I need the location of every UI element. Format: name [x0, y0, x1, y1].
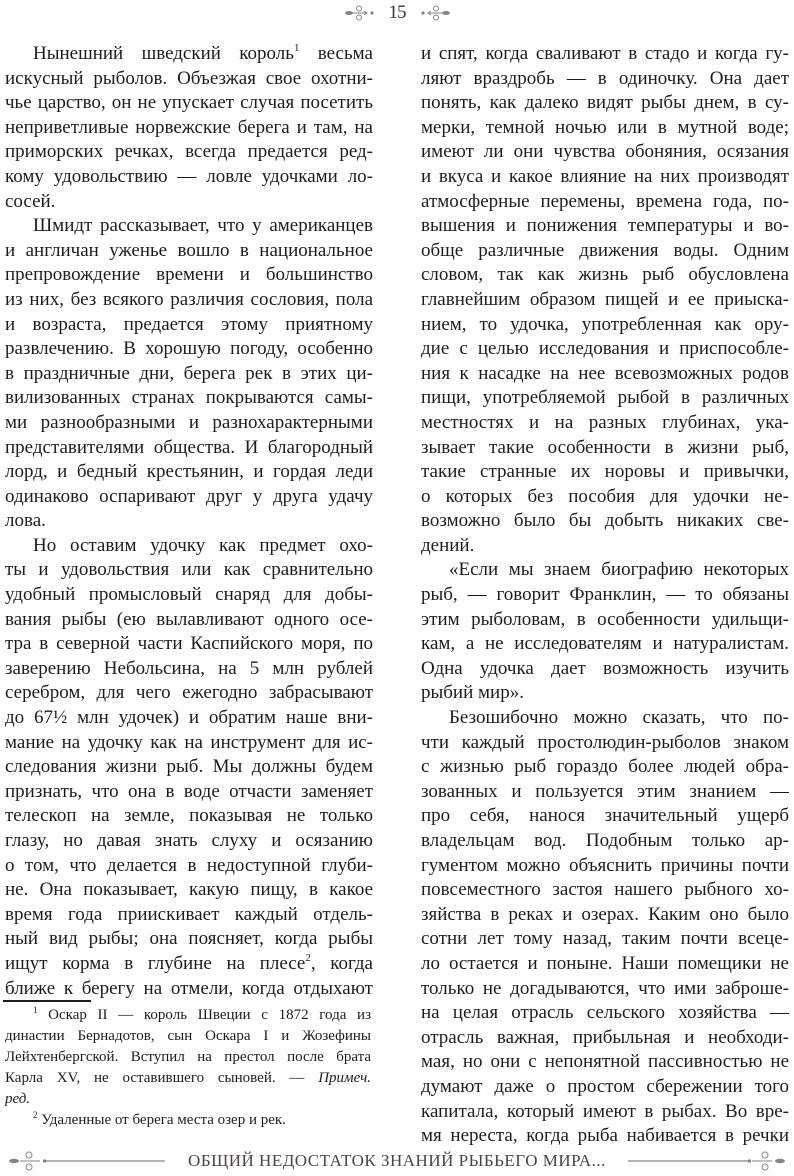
line-text: только не догадываются, что ими заброше-: [421, 977, 789, 999]
text-line: [5, 337, 373, 362]
text-line: [5, 927, 373, 952]
text-line: [421, 927, 789, 952]
text-line: [5, 190, 373, 215]
text-line: [5, 903, 373, 928]
line-text: с жизнью рыб гораздо более людей обра-: [421, 756, 789, 778]
line-text: главнейшим образом пищей и ее приыска-: [421, 288, 789, 310]
text-line: [5, 681, 373, 706]
line-text: гументом можно объяснить причины почти: [421, 854, 789, 876]
line-text: мая, но они с непонятной пассивностью не: [421, 1051, 789, 1073]
text-line: [5, 91, 373, 116]
line-text: «Если мы знаем биографию некоторых: [449, 559, 789, 581]
line-text: зяйства в реках и озерах. Каким оно было: [421, 903, 789, 925]
line-text: время года приискивает каждый отдель-: [5, 903, 373, 925]
text-line: [5, 362, 373, 387]
text-line: [421, 755, 789, 780]
line-text: пищи, употребляемой рыбой в различных: [421, 387, 789, 409]
line-text: капитала, который имеют в рыбах. Во вре-: [421, 1100, 789, 1122]
page-number: 15: [388, 2, 406, 23]
line-text: династии Бернадотов, сын Оскара I и Жозефины: [5, 1028, 371, 1044]
text-line: [5, 509, 373, 534]
text-line: [421, 878, 789, 903]
text-line: [421, 214, 789, 239]
line-text: обще различные движения воды. Одним: [421, 239, 789, 261]
line-text: неприветливые норвежские берега и там, на: [5, 116, 373, 138]
text-line: [421, 67, 789, 92]
text-line: [421, 239, 789, 264]
text-line: [421, 1001, 789, 1026]
text-line: [421, 288, 789, 313]
text-line: [421, 1050, 789, 1075]
line-text: вания рыбы (ею вылавливают одного осе-: [5, 608, 373, 630]
editor-note: Примеч.: [318, 1070, 371, 1086]
line-text: сотни лет тому назад, таким почти всеце-: [421, 928, 789, 950]
line-text: тра в северной части Каспийского моря, по: [5, 633, 373, 655]
footnote-divider: [3, 1000, 91, 1002]
line-text: телескоп на земле, показывая не только: [5, 805, 373, 827]
line-text: Безошибочно можно сказать, что по-: [449, 707, 789, 729]
line-text: Шмидт рассказывает, что у американцев: [33, 215, 373, 237]
running-title-text: ОБЩИЙ НЕДОСТАТОК ЗНАНИЙ РЫБЬЕГО МИРА...: [180, 1151, 614, 1170]
text-line: [421, 583, 789, 608]
footnotes: [5, 1005, 371, 1131]
line-text: Но оставим удочку как предмет охо-: [33, 534, 373, 556]
line-text-continued: , когда: [310, 952, 373, 974]
text-line: [5, 878, 373, 903]
line-text: рыбий мир».: [421, 682, 524, 704]
text-line: [5, 239, 373, 264]
line-text: ния к насадке на нее всевозможных родов: [421, 362, 789, 384]
footnote-marker: 2: [33, 1110, 38, 1120]
text-line: [5, 608, 373, 633]
line-text: о которых без пособия для удочки не-: [421, 485, 789, 507]
text-line: [421, 1100, 789, 1125]
line-text: лова.: [5, 510, 46, 532]
text-line: [5, 731, 373, 756]
line-text: владельцам вод. Подобным только ар-: [421, 830, 789, 851]
footnote-marker: 1: [33, 1005, 38, 1015]
line-text: представителями общества. И благородный: [5, 436, 373, 458]
text-line: [421, 829, 789, 854]
text-line: [421, 1075, 789, 1100]
footnote-reference[interactable]: 1: [293, 42, 300, 54]
line-text: вилизованных странах покрываются самы-: [5, 387, 373, 409]
footnote-line: [5, 1026, 371, 1047]
line-text: ный вид рыбы; она поясняет, когда рыбы: [5, 928, 373, 950]
line-text: местностях и на разных глубинах, ука-: [421, 411, 789, 433]
line-text: следования жизни рыб. Мы должны будем: [5, 756, 373, 778]
page-header: [0, 0, 794, 26]
text-line: [5, 829, 373, 854]
line-text: вышения и понижения температуры и во-: [421, 215, 789, 237]
text-line: [421, 804, 789, 829]
text-line: [5, 42, 373, 67]
line-text: мание на удочку как на инструмент для ис-: [5, 731, 373, 753]
line-text: искусный рыболов. Объезжая свое охотни-: [5, 67, 373, 89]
text-line: [5, 263, 373, 288]
text-column-left: [5, 42, 373, 1001]
text-line: [421, 558, 789, 583]
text-line: [421, 632, 789, 657]
line-text: Удаленные от берега места озер и рек.: [37, 1112, 286, 1128]
line-text: мя нереста, когда рыба набивается в речки: [421, 1125, 789, 1147]
line-text: до 67½ млн удочек) и обратим наше вни-: [5, 707, 373, 729]
text-line: [421, 977, 789, 1002]
footnote-line: [5, 1068, 371, 1089]
text-line: [421, 657, 789, 682]
line-text: признать, что она в воде отчасти заменяет: [5, 780, 373, 802]
text-line: [421, 952, 789, 977]
line-text: словом, так как жизнь рыб обусловлена: [421, 264, 789, 286]
footnote-reference[interactable]: 2: [305, 951, 311, 964]
text-line: [421, 903, 789, 928]
text-line: [5, 140, 373, 165]
line-text: ми разнообразными и разнохарактерными: [5, 411, 373, 433]
text-line: [421, 362, 789, 387]
line-text: ты и удовольствия или как сравнительно: [5, 559, 373, 581]
line-text-continued: весьма: [299, 43, 373, 64]
line-text: ищут корма в глубине на плесе: [5, 952, 306, 974]
text-line: [5, 485, 373, 510]
line-text: кам, а не исследователям и натуралистам.: [421, 633, 789, 655]
line-text: препровождение времени и большинство: [5, 264, 373, 286]
line-text: сосей.: [5, 190, 56, 212]
line-text: чье царство, он не упускает случая посетить: [5, 92, 373, 114]
text-line: [5, 165, 373, 190]
line-text: серебром, для чего ежегодно забрасывают: [5, 682, 373, 704]
text-line: [421, 116, 789, 141]
text-line: [5, 460, 373, 485]
text-line: [5, 411, 373, 436]
line-text: одинаково оспаривают друг у друга удачу: [5, 485, 373, 507]
line-text: Одна удочка дает возможность изучить: [421, 657, 789, 679]
footnote-line: [5, 1110, 371, 1131]
line-text: развлечению. В хорошую погоду, особенно: [5, 338, 373, 360]
page-footer: [0, 1148, 794, 1174]
line-text: Карла XV, не оставившего сыновей. —: [5, 1070, 319, 1086]
line-text: глазу, но давая знать слуху и осязанию: [5, 830, 373, 851]
text-line: [421, 681, 789, 706]
footnote-line: [5, 1047, 371, 1068]
text-line: [5, 632, 373, 657]
text-line: [421, 706, 789, 731]
line-text: ближе к берегу на отмели, когда отдыхают: [5, 977, 373, 999]
text-line: [5, 706, 373, 731]
editor-note: ред.: [5, 1091, 31, 1107]
text-line: [5, 436, 373, 461]
line-text: чти каждый простолюдин-рыболов знаком: [421, 731, 789, 753]
line-text: нием, то удочка, употребленная как ору-: [421, 313, 789, 335]
line-text: о том, что делается в недоступной глуби-: [5, 854, 373, 876]
line-text: про себя, нанося значительный ущерб: [421, 805, 789, 827]
line-text: на целая отрасль сельского хозяйства —: [421, 1002, 789, 1024]
text-line: [421, 91, 789, 116]
line-text: атмосферные перемены, времена года, по-: [421, 190, 789, 212]
text-line: [421, 263, 789, 288]
line-text: удобный промысловый снаряд для добы-: [5, 584, 373, 606]
line-text: и возраста, предается этому приятному: [5, 313, 373, 335]
line-text: заверению Небольсина, на 5 млн рублей: [5, 657, 373, 679]
line-text: кому удовольствию — ловле удочками ло-: [5, 165, 373, 187]
line-text: думают даже о простом сбережении того: [421, 1075, 789, 1097]
text-line: [421, 42, 789, 67]
text-line: [5, 854, 373, 879]
text-line: [5, 952, 373, 977]
text-line: [421, 436, 789, 461]
text-column-right: [421, 42, 789, 1149]
line-text: Лейхтенбергской. Вступил на престол после брата: [5, 1049, 371, 1065]
text-line: [421, 509, 789, 534]
text-line: [421, 313, 789, 338]
footnote-line: [5, 1089, 371, 1110]
text-line: [421, 165, 789, 190]
line-text: и вкуса и какое влияние на них производят: [421, 165, 789, 187]
text-line: [5, 977, 373, 1002]
line-text: ляют враздробь — в одиночку. Она дает: [421, 67, 789, 89]
text-line: [5, 804, 373, 829]
line-text: рыб, — говорит Франклин, — то обязаны: [421, 584, 789, 606]
line-text: зывает такие особенности в жизни рыб,: [421, 436, 789, 458]
text-line: [5, 313, 373, 338]
line-text: дений.: [421, 534, 475, 556]
text-line: [5, 755, 373, 780]
line-text: в праздничные дни, берега рек в этих ци-: [5, 362, 373, 384]
text-line: [5, 583, 373, 608]
text-line: [421, 140, 789, 165]
line-text: Оскар II — король Швеции с 1872 года из: [37, 1007, 371, 1023]
line-text: из них, без всякого различия сословия, пола: [5, 288, 373, 310]
text-line: [421, 460, 789, 485]
line-text: отрасль важная, прибыльная и необходи-: [421, 1026, 789, 1048]
line-text: лорд, и бедный крестьянин, и гордая леди: [5, 461, 373, 483]
line-text: имеют ли они чувства обоняния, осязания: [421, 141, 789, 163]
text-line: [5, 534, 373, 559]
line-text: Нынешний шведский король: [33, 43, 294, 64]
line-text: такие странные их норовы и привычки,: [421, 461, 789, 483]
line-text: и спят, когда сваливают в стадо и когда гу-: [421, 43, 789, 64]
text-line: [421, 731, 789, 756]
text-line: [5, 116, 373, 141]
text-line: [5, 288, 373, 313]
text-line: [421, 485, 789, 510]
text-line: [5, 558, 373, 583]
text-line: [421, 534, 789, 559]
flourish-ornament-right-icon: [420, 5, 450, 21]
line-text: мерки, темной ночью или в мутной воде;: [421, 116, 789, 138]
text-line: [421, 190, 789, 215]
line-text: зованных и пользуется этим знанием —: [421, 780, 789, 802]
line-text: не. Она показывает, какую пищу, в какое: [5, 879, 373, 901]
text-line: [5, 657, 373, 682]
text-line: [421, 411, 789, 436]
line-text: ло остается и поныне. Наши помещики не: [421, 952, 789, 974]
text-line: [421, 608, 789, 633]
footnote-line: [5, 1005, 371, 1026]
text-line: [5, 67, 373, 92]
text-line: [421, 780, 789, 805]
text-line: [421, 337, 789, 362]
line-text: повсеместного застоя нашего рыбного хо-: [421, 879, 789, 901]
line-text: дие с целью исследования и приспособле-: [421, 338, 789, 360]
text-line: [421, 1124, 789, 1149]
line-text: и англичан уженье вошло в национальное: [5, 239, 373, 261]
line-text: понять, как далеко видят рыбы днем, в су-: [421, 92, 789, 114]
text-line: [421, 386, 789, 411]
line-text: возможно было бы добыть никаких све-: [421, 510, 789, 532]
flourish-ornament-left-icon: [345, 5, 375, 21]
text-line: [5, 214, 373, 239]
text-line: [5, 386, 373, 411]
line-text: этим рыболовам, в особенности удильщи-: [421, 608, 789, 630]
text-line: [5, 780, 373, 805]
line-text: приморских речках, всегда предается ред-: [5, 141, 373, 163]
text-line: [421, 854, 789, 879]
text-line: [421, 1026, 789, 1051]
running-title: [0, 1151, 794, 1171]
